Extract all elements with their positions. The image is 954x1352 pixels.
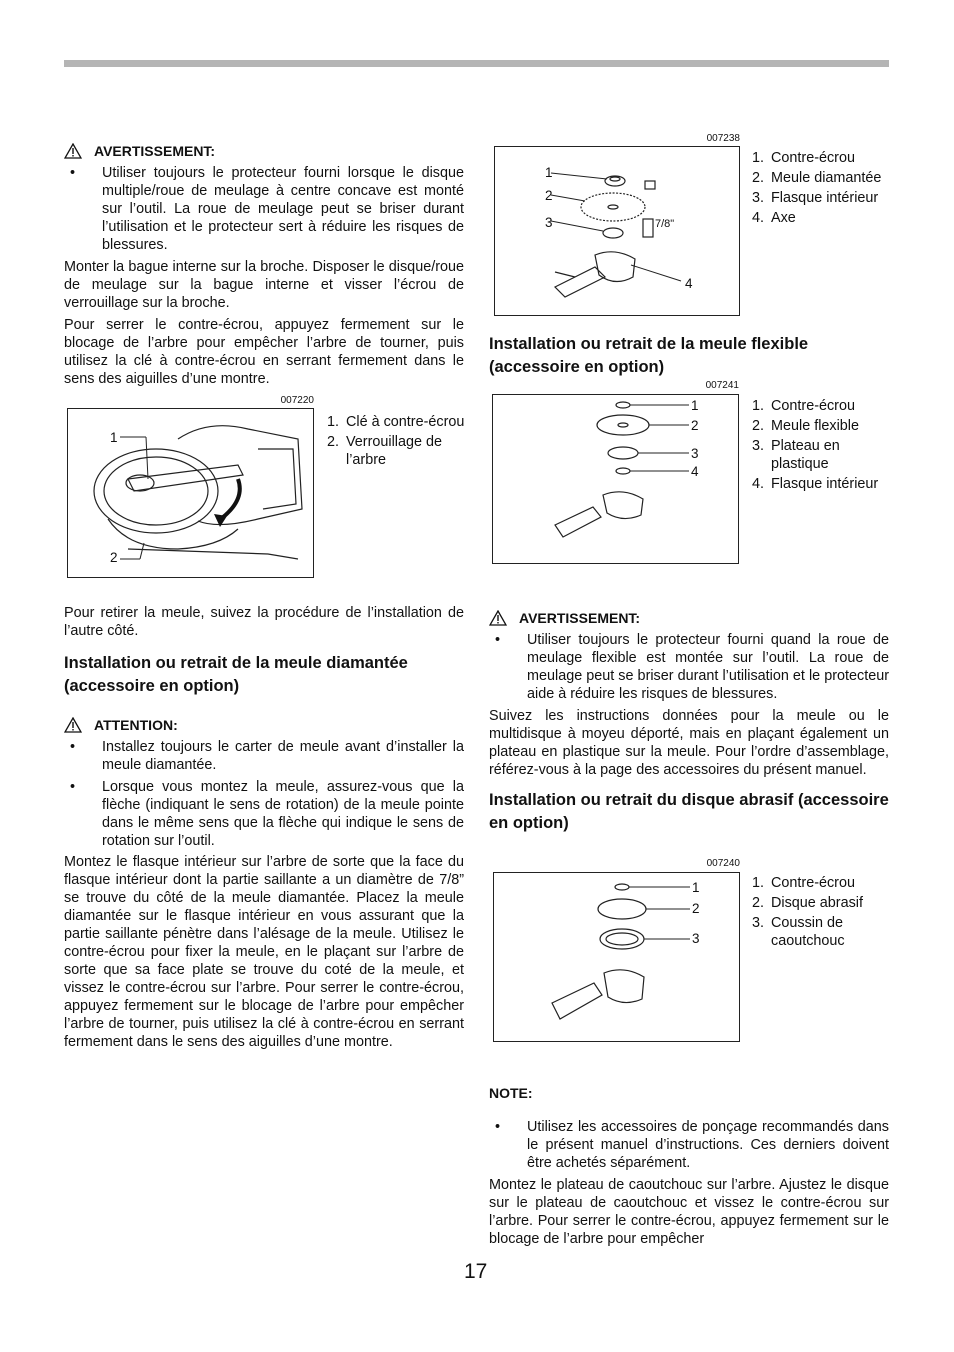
- warning-text: Utiliser toujours le protecteur fourni quand la roue de meulage flexible est montée sur l’outil. La roue de meulage peut se briser durant l’utilisation et le protecteur aide à réduire les risques de blessures.: [527, 632, 889, 702]
- attention-bullet: [64, 778, 464, 850]
- section-heading: Installation ou retrait du disque abrasif (accessoire en option): [489, 791, 889, 832]
- legend-item: 2. Meule flexible: [752, 418, 859, 434]
- bullet-dot: •: [70, 739, 76, 755]
- attention-text: Installez toujours le carter de meule avant d’installer la meule diamantée.: [102, 739, 464, 773]
- warning-triangle-icon: [489, 610, 507, 626]
- figure-legend: [327, 413, 467, 471]
- callout-label: 2: [545, 188, 553, 203]
- attention-heading: [64, 714, 464, 736]
- paragraph: Pour serrer le contre-écrou, appuyez fermement sur le blocage de l’arbre pour empêcher l’arbre de tourner, puis utilisez la clé à contre-écrou en serrant fermement dans le sens des aiguilles d’une montre.: [64, 317, 464, 387]
- callout-label: 4: [691, 464, 699, 479]
- grinder-wrench-illustration: [68, 409, 312, 576]
- figure-wrench: [67, 408, 314, 578]
- attention-title: ATTENTION:: [94, 717, 178, 733]
- paragraph: Montez le plateau de caoutchouc sur l’arbre. Ajustez le disque sur le plateau de caoutchouc et vissez le contre-écrou sur l’arbre. Pour serrer le contre-écrou, appuyez fermement sur le blocage de l’arbre pour empêcher: [489, 1177, 889, 1247]
- bullet-dot: •: [70, 779, 76, 795]
- paragraph: Monter la bague interne sur la broche. Disposer le disque/roue de meulage sur la bague interne et visser l’écrou de verrouillage sur la broche.: [64, 259, 464, 311]
- warning-text: Utiliser toujours le protecteur fourni lorsque le disque multiple/roue de meulage à centre concave est monté sur l’outil. La roue de meulage peut se briser durant l’utilisation et le protecteur sert à réduire les risques de blessures.: [102, 165, 464, 253]
- callout-label: 1: [110, 430, 118, 445]
- note-title: NOTE:: [489, 1085, 533, 1101]
- figure-code: 007241: [705, 380, 739, 391]
- left-column: [64, 140, 464, 388]
- bullet-dot: •: [495, 632, 501, 648]
- section-heading: Installation ou retrait de la meule diamantée (accessoire en option): [64, 654, 408, 695]
- callout-label: 4: [685, 276, 693, 291]
- callout-label: 2: [692, 901, 700, 916]
- warning-bullet: [489, 631, 889, 703]
- bullet-dot: •: [495, 1119, 501, 1135]
- figure-legend: [752, 874, 892, 952]
- attention-bullet: [64, 738, 464, 774]
- callout-label: 1: [692, 880, 700, 895]
- legend-item: 4. Flasque intérieur: [752, 476, 879, 492]
- legend-item: 4. Axe: [752, 210, 796, 226]
- warning-triangle-icon: [64, 717, 82, 733]
- warning-title: AVERTISSEMENT:: [94, 143, 216, 159]
- bullet-dot: •: [70, 165, 76, 181]
- figure-legend: [752, 149, 892, 229]
- callout-label: 1: [545, 165, 553, 180]
- warning-bullet: [64, 164, 464, 254]
- header-rule: [64, 60, 889, 67]
- figure-code: 007220: [280, 395, 314, 406]
- callout-label: 1: [691, 398, 699, 413]
- page-number: 17: [464, 1260, 488, 1283]
- callout-label: 3: [545, 215, 553, 230]
- legend-item: 1. Clé à contre-écrou: [327, 414, 465, 430]
- legend-item: 3. Flasque intérieur: [752, 190, 879, 206]
- figure-flexible-wheel: [492, 394, 739, 564]
- legend-item: 1. Contre-écrou: [752, 398, 855, 414]
- warning-heading: [489, 607, 889, 629]
- figure-diamond-wheel: [494, 146, 740, 316]
- figure-code: 007238: [706, 133, 740, 144]
- note-text: Utilisez les accessoires de ponçage recommandés dans le présent manuel d’instructions. Ces derniers doivent être achetés séparément.: [527, 1119, 889, 1171]
- callout-label: 2: [110, 550, 118, 565]
- warning-heading: [64, 140, 464, 162]
- callout-label: 3: [692, 931, 700, 946]
- paragraph: Suivez les instructions données pour la meule ou le multidisque à moyeu déporté, mais en plaçant également un plateau en plastique sur la meule. Pour l’ordre d’assemblage, référez-vous à la page des accessoires du présent manuel.: [489, 708, 889, 778]
- legend-item: 3. Plateau en plastique: [752, 438, 840, 472]
- left-column-lower: [64, 604, 464, 1051]
- abrasive-disc-illustration: [494, 873, 738, 1040]
- paragraph: Montez le flasque intérieur sur l’arbre de sorte que la face du flasque intérieur dont la partie saillante a un diamètre de 7/8” se trouve du côté de la meule diamantée. Placez la meule diamantée sur le flasque intérieur en vous assurant que la partie saillante pénètre dans l’alésage de la meule. Utilisez le contre-écrou pour fixer la meule, en le plaçant sur l’arbre de sorte que sa face plate se trouve du coté de la meule, et vissez le contre-écrou sur l’arbre. Pour serrer le contre-écrou, appuyez fermement sur le blocage de l’arbre pour empêcher l’arbre de tourner, puis utilisez la clé à contre-écrou en serrant fermement dans le sens des aiguilles d’une montre.: [64, 854, 464, 1050]
- warning-triangle-icon: [64, 143, 82, 159]
- flexible-wheel-illustration: [493, 395, 737, 562]
- warning-title: AVERTISSEMENT:: [519, 610, 641, 626]
- legend-item: 1. Contre-écrou: [752, 150, 855, 166]
- diamond-wheel-illustration: [495, 147, 738, 314]
- paragraph: Pour retirer la meule, suivez la procédure de l’installation de l’autre côté.: [64, 605, 464, 639]
- right-column-mid: [489, 607, 889, 835]
- attention-text: Lorsque vous montez la meule, assurez-vous que la flèche (indiquant le sens de rotation) de la meule pointe dans le même sens que la flèche qui indique le sens de rotation sur l’outil.: [102, 779, 464, 849]
- legend-item: 3. Coussin de caoutchouc: [752, 915, 845, 949]
- legend-item: 2. Meule diamantée: [752, 170, 882, 186]
- legend-item: 2. Verrouillage de l’arbre: [327, 434, 443, 468]
- figure-legend: [752, 397, 892, 495]
- right-column-lower: [489, 1084, 889, 1248]
- dimension-label: 7/8": [655, 218, 675, 230]
- callout-label: 2: [691, 418, 699, 433]
- callout-label: 3: [691, 446, 699, 461]
- note-bullet: [489, 1118, 889, 1172]
- figure-abrasive-disc: [493, 872, 740, 1042]
- section-heading: Installation ou retrait de la meule flexible (accessoire en option): [489, 335, 809, 376]
- legend-item: 2. Disque abrasif: [752, 895, 863, 911]
- figure-code: 007240: [706, 858, 740, 869]
- legend-item: 1. Contre-écrou: [752, 875, 855, 891]
